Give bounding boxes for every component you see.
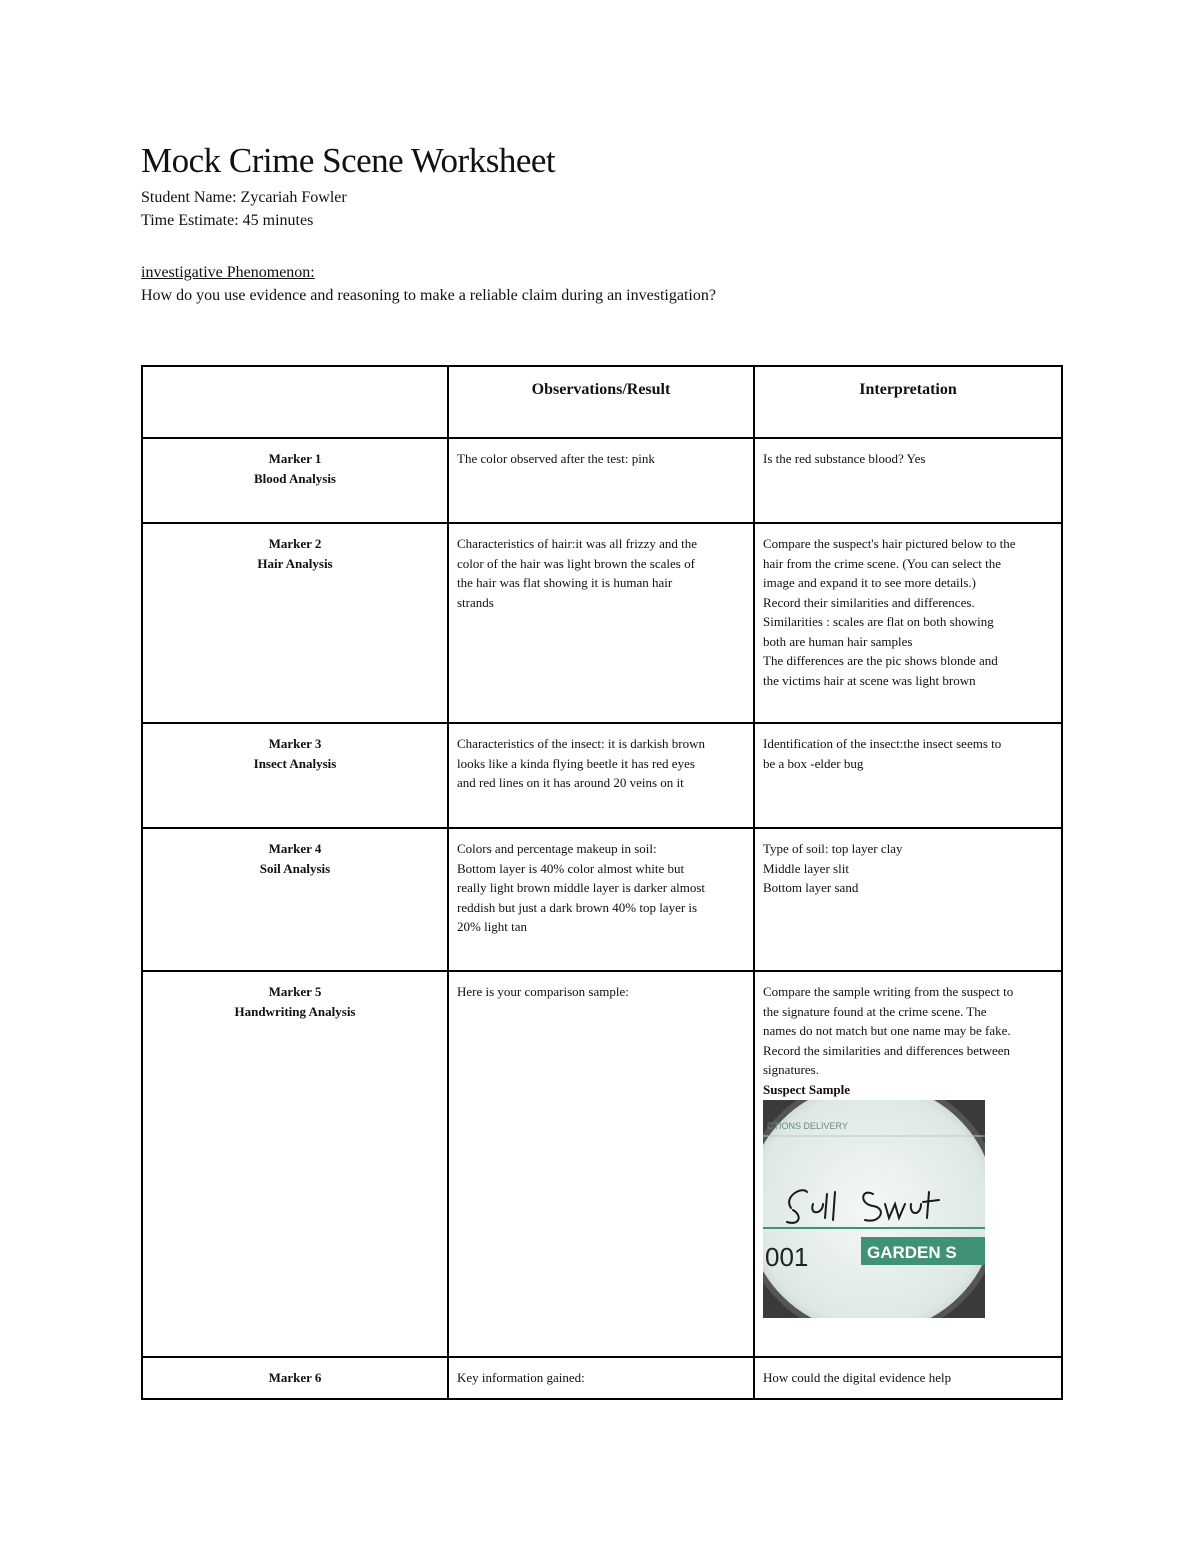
interpretation-line: Type of soil: top layer clay	[763, 841, 903, 856]
interpretation-line: be a box -elder bug	[763, 755, 864, 771]
observation-line: the hair was flat showing it is human hair	[457, 575, 673, 590]
observation-line: Here is your comparison sample:	[457, 984, 629, 999]
table-row	[142, 438, 1062, 523]
table-row	[142, 828, 1062, 971]
header-interpretation: Interpretation	[754, 366, 1062, 438]
table-header-row	[142, 366, 1062, 438]
suspect-signature-image	[763, 1100, 985, 1318]
interpretation-line: image and expand it to see more details.)	[763, 575, 976, 590]
observations-cell	[448, 723, 754, 828]
interpretation-line: Middle layer slit	[763, 860, 849, 876]
page-title: Mock Crime Scene Worksheet	[141, 141, 556, 180]
analysis-label: Hair Analysis	[257, 555, 333, 571]
marker-label-cell	[142, 971, 448, 1357]
interpretation-line: Bottom layer sand	[763, 880, 859, 895]
observation-line: Bottom layer is 40% color almost white but	[457, 860, 685, 876]
interpretation-line: names do not match but one name may be fake.	[763, 1023, 1011, 1038]
interpretation-line: Compare the sample writing from the suspect to	[763, 984, 1014, 999]
interpretation-line: the signature found at the crime scene. The	[763, 1003, 987, 1019]
observation-line: The color observed after the test: pink	[457, 451, 655, 466]
marker-label-cell	[142, 723, 448, 828]
marker-label: Marker 1	[268, 451, 322, 466]
observation-line: Colors and percentage makeup in soil:	[457, 841, 657, 856]
interpretation-line: Record the similarities and differences between	[763, 1042, 1011, 1058]
interpretation-line: Is the red substance blood? Yes	[763, 451, 926, 466]
observation-line: Key information gained:	[457, 1370, 585, 1385]
table-row	[142, 723, 1062, 828]
interpretation-line: The differences are the pic shows blonde and	[763, 653, 998, 668]
observation-line: reddish but just a dark brown 40% top layer is	[457, 899, 698, 915]
observations-cell	[448, 438, 754, 523]
observations-cell	[448, 523, 754, 723]
interpretation-line: signatures.	[763, 1062, 819, 1077]
analysis-label: Insect Analysis	[253, 755, 337, 771]
table-row	[142, 523, 1062, 723]
interpretation-line: Compare the suspect's hair pictured below to the	[763, 536, 1016, 551]
interpretation-cell	[754, 828, 1062, 971]
analysis-label: Handwriting Analysis	[234, 1003, 356, 1019]
observations-cell	[448, 828, 754, 971]
interpretation-cell	[754, 971, 1062, 1357]
observation-line: color of the hair was light brown the scales of	[457, 555, 695, 571]
table-row	[142, 1357, 1062, 1399]
observations-cell	[448, 971, 754, 1357]
suspect-sample-label: Suspect Sample	[763, 1081, 851, 1097]
table-row	[142, 971, 1062, 1357]
marker-label-cell	[142, 438, 448, 523]
observation-line: really light brown middle layer is darker almost	[457, 880, 706, 895]
header-blank	[142, 366, 448, 438]
observations-cell	[448, 1357, 754, 1399]
interpretation-line: Identification of the insect:the insect seems to	[763, 736, 1002, 751]
analysis-label: Soil Analysis	[259, 860, 331, 876]
interpretation-line: hair from the crime scene. (You can select the	[763, 555, 1002, 571]
interpretation-cell	[754, 523, 1062, 723]
garden-banner-text: GARDEN S	[867, 1243, 957, 1262]
interpretation-line: How could the digital evidence help	[763, 1370, 952, 1385]
magnifier-lens	[763, 1100, 985, 1318]
marker-label-cell	[142, 523, 448, 723]
student-name: Student Name: Zycariah Fowler	[141, 189, 347, 206]
phenomenon-heading: investigative Phenomenon:	[141, 264, 315, 281]
time-estimate: Time Estimate: 45 minutes	[141, 212, 314, 229]
observation-line: and red lines on it has around 20 veins on it	[457, 775, 684, 790]
observation-line: Characteristics of hair:it was all frizzy and the	[457, 536, 698, 551]
interpretation-line: Record their similarities and differences.	[763, 594, 975, 610]
marker-label-cell	[142, 1357, 448, 1399]
observation-line: 20% light tan	[457, 919, 528, 934]
phenomenon-question: How do you use evidence and reasoning to make a reliable claim during an investigation?	[141, 287, 716, 304]
interpretation-line: the victims hair at scene was light brown	[763, 672, 976, 688]
header-observations: Observations/Result	[448, 366, 754, 438]
observation-line: strands	[457, 594, 494, 610]
marker-label-cell	[142, 828, 448, 971]
interpretation-line: Similarities : scales are flat on both showing	[763, 614, 994, 629]
interpretation-cell	[754, 1357, 1062, 1399]
card-number: 001	[765, 1242, 809, 1272]
observation-line: looks like a kinda flying beetle it has red eyes	[457, 755, 695, 771]
marker-label: Marker 4	[268, 841, 322, 856]
worksheet-table	[141, 365, 1063, 1400]
analysis-label: Blood Analysis	[253, 470, 336, 486]
marker-label: Marker 5	[268, 984, 322, 999]
interpretation-line: both are human hair samples	[763, 633, 913, 649]
interpretation-cell	[754, 438, 1062, 523]
marker-label: Marker 6	[268, 1370, 322, 1385]
interpretation-cell	[754, 723, 1062, 828]
marker-label: Marker 2	[268, 536, 322, 551]
observation-line: Characteristics of the insect: it is darkish brown	[457, 736, 706, 751]
card-top-text: CTIONS DELIVERY	[767, 1121, 848, 1131]
marker-label: Marker 3	[268, 736, 322, 751]
